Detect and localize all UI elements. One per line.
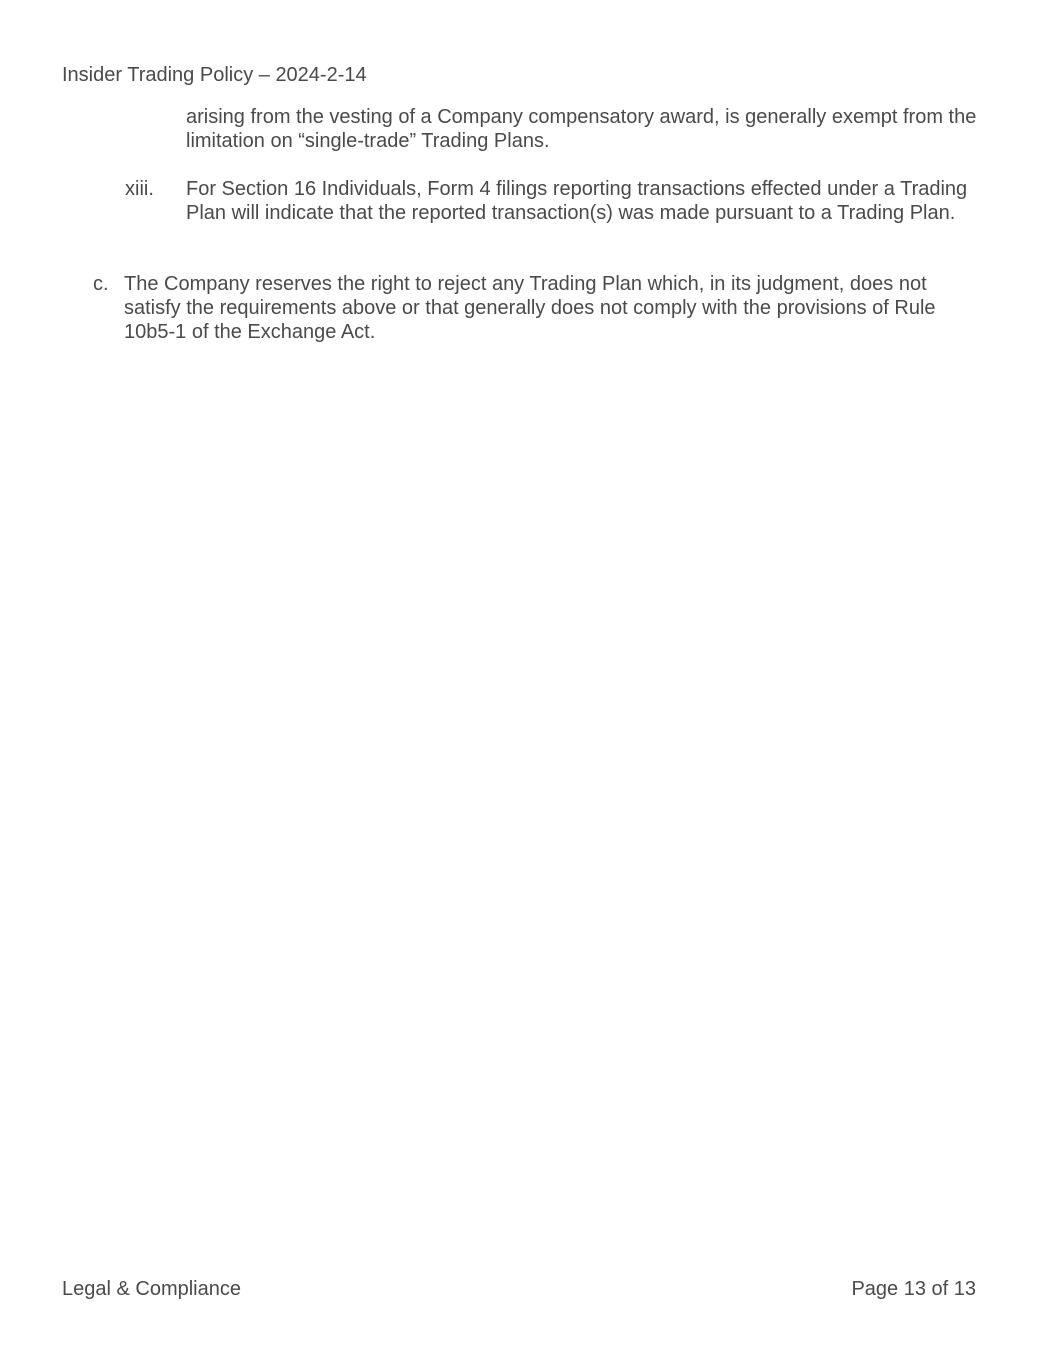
list-marker: c. bbox=[93, 273, 109, 295]
page-header-title: Insider Trading Policy – 2024-2-14 bbox=[62, 64, 367, 86]
list-item-text: For Section 16 Individuals, Form 4 filings reporting transactions effected under a Trading Plan will indicate that the reported transaction(s) was made pursuant to a Trading Plan. bbox=[186, 178, 968, 224]
list-item-text: The Company reserves the right to reject any Trading Plan which, in its judgment, does not satisfy the requirements above or that generally does not comply with the provisions of Rule 10b5-1 of the Exchange Act. bbox=[124, 273, 936, 343]
footer-page-number: Page 13 of 13 bbox=[851, 1278, 976, 1300]
footer-department: Legal & Compliance bbox=[62, 1278, 241, 1300]
list-marker: xiii. bbox=[125, 178, 154, 200]
continuation-paragraph: arising from the vesting of a Company compensatory award, is generally exempt from the limitation on “single-trade” Trading Plans. bbox=[186, 106, 977, 152]
